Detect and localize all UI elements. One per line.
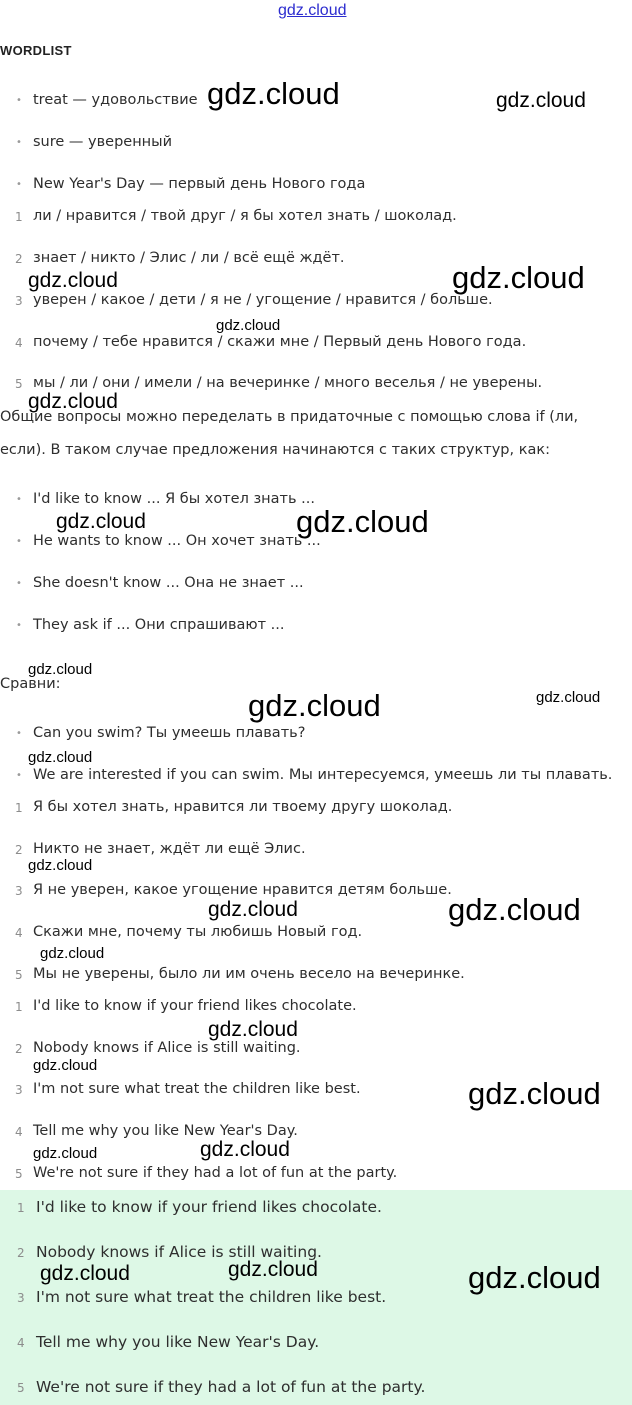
- item-number: 1: [15, 1000, 23, 1014]
- final-answer: I'm not sure what treat the children like best.: [36, 1288, 387, 1306]
- structure-item: He wants to know ... Он хочет знать ...: [33, 533, 321, 549]
- item-number: 5: [17, 1381, 25, 1395]
- structure-item: I'd like to know ... Я бы хотел знать ...: [33, 491, 315, 507]
- watermark: gdz.cloud: [228, 1258, 318, 1281]
- watermark: gdz.cloud: [28, 390, 118, 413]
- watermark: gdz.cloud: [216, 317, 281, 334]
- top-watermark-link[interactable]: gdz.cloud: [278, 2, 347, 19]
- watermark: gdz.cloud: [40, 1262, 130, 1285]
- scrambled-sentence: знает / никто / Элис / ли / всё ещё ждёт.: [33, 250, 345, 266]
- bullet-icon: •: [16, 620, 22, 631]
- russian-answer: Скажи мне, почему ты любишь Новый год.: [33, 924, 363, 940]
- russian-answer: Никто не знает, ждёт ли ещё Элис.: [33, 841, 306, 857]
- scrambled-sentence: мы / ли / они / имели / на вечеринке / много веселья / не уверены.: [33, 375, 543, 391]
- final-answer: Nobody knows if Alice is still waiting.: [36, 1243, 322, 1261]
- item-number: 1: [15, 210, 23, 224]
- english-answer: I'm not sure what treat the children like best.: [33, 1081, 361, 1097]
- wordlist-item: sure — уверенный: [33, 134, 173, 150]
- compare-item: We are interested if you can swim. Мы интересуемся, умеешь ли ты плавать.: [33, 767, 613, 783]
- english-answer: I'd like to know if your friend likes chocolate.: [33, 998, 357, 1014]
- bullet-icon: •: [16, 536, 22, 547]
- watermark: gdz.cloud: [468, 1260, 601, 1295]
- wordlist-item: treat — удовольствие: [33, 92, 198, 108]
- wordlist-item: New Year's Day — первый день Нового года: [33, 176, 366, 192]
- bullet-icon: •: [16, 578, 22, 589]
- english-answer: Nobody knows if Alice is still waiting.: [33, 1040, 301, 1056]
- watermark: gdz.cloud: [468, 1076, 601, 1111]
- item-number: 3: [15, 294, 23, 308]
- explanation-line: Общие вопросы можно переделать в придаточные с помощью слова if (ли,: [0, 409, 579, 425]
- english-answer: Tell me why you like New Year's Day.: [33, 1123, 298, 1139]
- bullet-icon: •: [16, 728, 22, 739]
- scrambled-sentence: почему / тебе нравится / скажи мне / Первый день Нового года.: [33, 334, 527, 350]
- item-number: 1: [17, 1201, 25, 1215]
- watermark: gdz.cloud: [56, 510, 146, 533]
- watermark: gdz.cloud: [536, 689, 601, 706]
- watermark: gdz.cloud: [28, 749, 93, 766]
- russian-answer: Мы не уверены, было ли им очень весело на вечеринке.: [33, 966, 465, 982]
- final-answer: I'd like to know if your friend likes chocolate.: [36, 1198, 382, 1216]
- item-number: 2: [15, 252, 23, 266]
- compare-label: Сравни:: [0, 676, 61, 692]
- item-number: 2: [15, 843, 23, 857]
- watermark: gdz.cloud: [40, 945, 105, 962]
- watermark: gdz.cloud: [208, 898, 298, 921]
- watermark: gdz.cloud: [28, 661, 93, 678]
- watermark: gdz.cloud: [448, 892, 581, 927]
- scrambled-sentence: уверен / какое / дети / я не / угощение / нравится / больше.: [33, 292, 493, 308]
- structure-item: They ask if ... Они спрашивают ...: [33, 617, 285, 633]
- item-number: 2: [17, 1246, 25, 1260]
- item-number: 3: [15, 1083, 23, 1097]
- watermark: gdz.cloud: [207, 76, 340, 111]
- item-number: 5: [15, 1167, 23, 1181]
- structure-item: She doesn't know ... Она не знает ...: [33, 575, 304, 591]
- watermark: gdz.cloud: [28, 269, 118, 292]
- item-number: 4: [17, 1336, 25, 1350]
- item-number: 5: [15, 377, 23, 391]
- item-number: 5: [15, 968, 23, 982]
- bullet-icon: •: [16, 770, 22, 781]
- watermark: gdz.cloud: [33, 1057, 98, 1074]
- watermark: gdz.cloud: [248, 688, 381, 723]
- scrambled-sentence: ли / нравится / твой друг / я бы хотел знать / шоколад.: [33, 208, 457, 224]
- final-answer: Tell me why you like New Year's Day.: [36, 1333, 320, 1351]
- bullet-icon: •: [16, 137, 22, 148]
- watermark: gdz.cloud: [208, 1018, 298, 1041]
- wordlist-title: WORDLIST: [0, 43, 72, 58]
- explanation-line: если). В таком случае предложения начинаются с таких структур, как:: [0, 442, 550, 458]
- watermark: gdz.cloud: [296, 504, 429, 539]
- english-answer: We're not sure if they had a lot of fun at the party.: [33, 1165, 398, 1181]
- russian-answer: Я не уверен, какое угощение нравится детям больше.: [33, 882, 452, 898]
- watermark: gdz.cloud: [33, 1145, 98, 1162]
- watermark: gdz.cloud: [200, 1138, 290, 1161]
- item-number: 3: [17, 1291, 25, 1305]
- watermark: gdz.cloud: [28, 857, 93, 874]
- final-answer: We're not sure if they had a lot of fun at the party.: [36, 1378, 426, 1396]
- bullet-icon: •: [16, 179, 22, 190]
- bullet-icon: •: [16, 494, 22, 505]
- item-number: 1: [15, 801, 23, 815]
- compare-item: Can you swim? Ты умеешь плавать?: [33, 725, 306, 741]
- russian-answer: Я бы хотел знать, нравится ли твоему другу шоколад.: [33, 799, 453, 815]
- item-number: 4: [15, 1125, 23, 1139]
- item-number: 2: [15, 1042, 23, 1056]
- watermark: gdz.cloud: [452, 260, 585, 295]
- item-number: 4: [15, 926, 23, 940]
- bullet-icon: •: [16, 95, 22, 106]
- item-number: 4: [15, 336, 23, 350]
- watermark: gdz.cloud: [496, 89, 586, 112]
- item-number: 3: [15, 884, 23, 898]
